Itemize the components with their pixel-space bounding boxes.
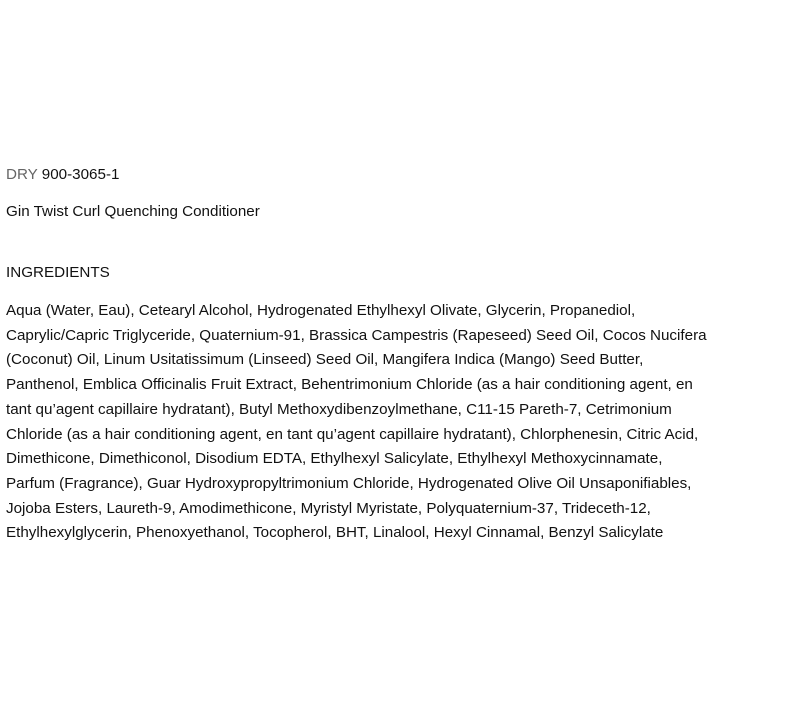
ingredients-line: Panthenol, Emblica Officinalis Fruit Extract, Behentrimonium Chloride (as a hair conditioning agent, en <box>6 376 693 394</box>
product-code-number: 900-3065-1 <box>41 166 120 183</box>
product-code-prefix: DRY <box>6 166 38 183</box>
ingredients-line: Aqua (Water, Eau), Cetearyl Alcohol, Hydrogenated Ethylhexyl Olivate, Glycerin, Propanediol, <box>6 302 636 319</box>
ingredients-line: Ethylhexylglycerin, Phenoxyethanol, Tocopherol, BHT, Linalool, Hexyl Cinnamal, Benzyl Salicylate <box>6 524 664 542</box>
ingredients-line: Caprylic/Capric Triglyceride, Quaternium-91, Brassica Campestris (Rapeseed) Seed Oil, Cocos Nucifera <box>6 326 707 344</box>
product-name: Gin Twist Curl Quenching Conditioner <box>6 203 260 220</box>
ingredients-line: (Coconut) Oil, Linum Usitatissimum (Linseed) Seed Oil, Mangifera Indica (Mango) Seed Butter, <box>6 351 644 369</box>
ingredients-line: Chloride (as a hair conditioning agent, en tant qu’agent capillaire hydratant), Chlorphenesin, Citric Acid, <box>6 425 699 443</box>
ingredients-heading: INGREDIENTS <box>6 264 110 281</box>
ingredients-line: tant qu’agent capillaire hydratant), Butyl Methoxydibenzoylmethane, C11-15 Pareth-7, Cetrimonium <box>6 400 672 418</box>
ingredients-line: Jojoba Esters, Laureth-9, Amodimethicone, Myristyl Myristate, Polyquaternium-37, Trideceth-12, <box>6 499 651 517</box>
product-code-line <box>6 163 119 188</box>
ingredients-line: Dimethicone, Dimethiconol, Disodium EDTA, Ethylhexyl Salicylate, Ethylhexyl Methoxycinnamate, <box>6 450 663 468</box>
ingredients-line: Parfum (Fragrance), Guar Hydroxypropyltrimonium Chloride, Hydrogenated Olive Oil Unsaponifiables, <box>6 474 692 492</box>
ingredients-list <box>6 299 796 546</box>
